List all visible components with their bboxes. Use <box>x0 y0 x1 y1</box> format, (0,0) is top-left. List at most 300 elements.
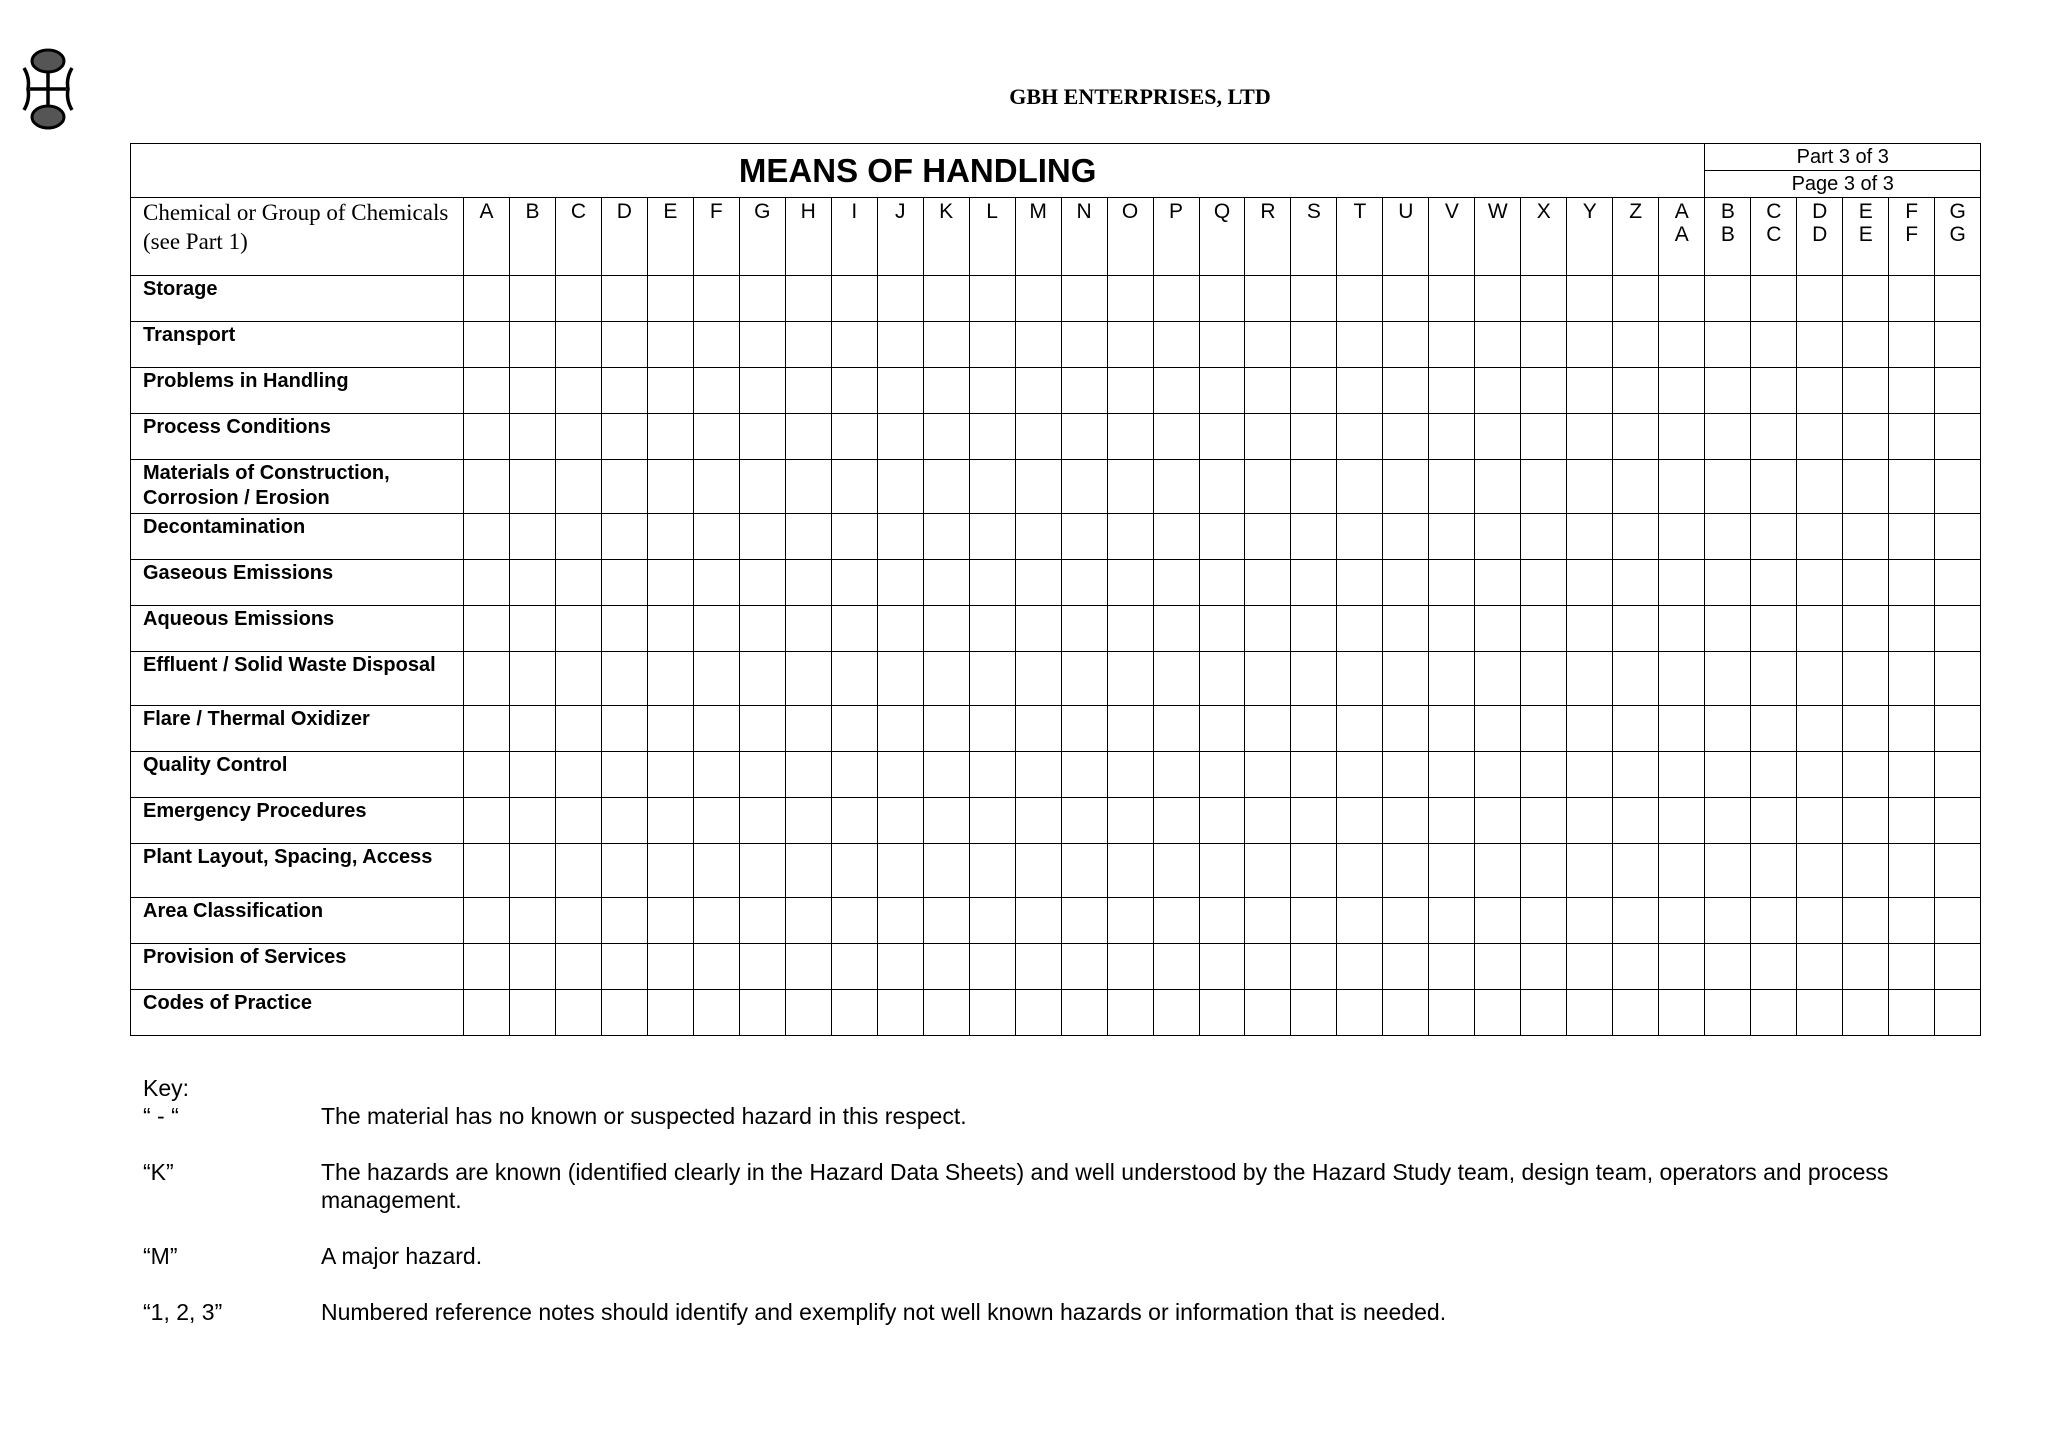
hazard-cell[interactable] <box>555 706 601 752</box>
hazard-cell[interactable] <box>1705 322 1751 368</box>
hazard-cell[interactable] <box>969 844 1015 898</box>
hazard-cell[interactable] <box>1199 798 1245 844</box>
hazard-cell[interactable] <box>1659 460 1705 514</box>
hazard-cell[interactable] <box>1107 652 1153 706</box>
hazard-cell[interactable] <box>1659 844 1705 898</box>
hazard-cell[interactable] <box>1061 706 1107 752</box>
hazard-cell[interactable] <box>464 798 510 844</box>
hazard-cell[interactable] <box>785 560 831 606</box>
hazard-cell[interactable] <box>969 460 1015 514</box>
hazard-cell[interactable] <box>877 276 923 322</box>
hazard-cell[interactable] <box>1061 844 1107 898</box>
hazard-cell[interactable] <box>923 798 969 844</box>
hazard-cell[interactable] <box>1107 414 1153 460</box>
hazard-cell[interactable] <box>1291 606 1337 652</box>
hazard-cell[interactable] <box>785 514 831 560</box>
hazard-cell[interactable] <box>785 706 831 752</box>
hazard-cell[interactable] <box>1751 652 1797 706</box>
hazard-cell[interactable] <box>1521 368 1567 414</box>
hazard-cell[interactable] <box>1521 276 1567 322</box>
hazard-cell[interactable] <box>739 514 785 560</box>
hazard-cell[interactable] <box>1935 368 1981 414</box>
hazard-cell[interactable] <box>1659 322 1705 368</box>
hazard-cell[interactable] <box>1935 414 1981 460</box>
hazard-cell[interactable] <box>785 652 831 706</box>
hazard-cell[interactable] <box>509 898 555 944</box>
hazard-cell[interactable] <box>1475 844 1521 898</box>
hazard-cell[interactable] <box>1107 514 1153 560</box>
hazard-cell[interactable] <box>1659 798 1705 844</box>
hazard-cell[interactable] <box>601 368 647 414</box>
hazard-cell[interactable] <box>969 944 1015 990</box>
hazard-cell[interactable] <box>1245 752 1291 798</box>
hazard-cell[interactable] <box>464 560 510 606</box>
hazard-cell[interactable] <box>1797 944 1843 990</box>
hazard-cell[interactable] <box>1015 414 1061 460</box>
hazard-cell[interactable] <box>1705 414 1751 460</box>
hazard-cell[interactable] <box>601 276 647 322</box>
hazard-cell[interactable] <box>969 560 1015 606</box>
hazard-cell[interactable] <box>1429 560 1475 606</box>
hazard-cell[interactable] <box>693 606 739 652</box>
hazard-cell[interactable] <box>693 460 739 514</box>
hazard-cell[interactable] <box>1383 606 1429 652</box>
hazard-cell[interactable] <box>601 322 647 368</box>
hazard-cell[interactable] <box>877 560 923 606</box>
hazard-cell[interactable] <box>785 798 831 844</box>
hazard-cell[interactable] <box>1935 706 1981 752</box>
hazard-cell[interactable] <box>1659 652 1705 706</box>
hazard-cell[interactable] <box>1751 414 1797 460</box>
hazard-cell[interactable] <box>509 706 555 752</box>
hazard-cell[interactable] <box>601 752 647 798</box>
hazard-cell[interactable] <box>1705 990 1751 1036</box>
hazard-cell[interactable] <box>1015 652 1061 706</box>
hazard-cell[interactable] <box>1797 844 1843 898</box>
hazard-cell[interactable] <box>1705 276 1751 322</box>
hazard-cell[interactable] <box>1199 322 1245 368</box>
hazard-cell[interactable] <box>1843 560 1889 606</box>
hazard-cell[interactable] <box>1521 898 1567 944</box>
hazard-cell[interactable] <box>1889 944 1935 990</box>
hazard-cell[interactable] <box>1797 706 1843 752</box>
hazard-cell[interactable] <box>1889 514 1935 560</box>
hazard-cell[interactable] <box>1107 898 1153 944</box>
hazard-cell[interactable] <box>509 844 555 898</box>
hazard-cell[interactable] <box>1613 990 1659 1036</box>
hazard-cell[interactable] <box>509 276 555 322</box>
hazard-cell[interactable] <box>877 898 923 944</box>
hazard-cell[interactable] <box>1751 944 1797 990</box>
hazard-cell[interactable] <box>1107 322 1153 368</box>
hazard-cell[interactable] <box>1935 844 1981 898</box>
hazard-cell[interactable] <box>647 844 693 898</box>
hazard-cell[interactable] <box>1429 798 1475 844</box>
hazard-cell[interactable] <box>1153 944 1199 990</box>
hazard-cell[interactable] <box>1567 460 1613 514</box>
hazard-cell[interactable] <box>1429 990 1475 1036</box>
hazard-cell[interactable] <box>555 322 601 368</box>
hazard-cell[interactable] <box>1153 322 1199 368</box>
hazard-cell[interactable] <box>555 844 601 898</box>
hazard-cell[interactable] <box>1429 514 1475 560</box>
hazard-cell[interactable] <box>1383 798 1429 844</box>
hazard-cell[interactable] <box>1153 990 1199 1036</box>
hazard-cell[interactable] <box>1751 898 1797 944</box>
hazard-cell[interactable] <box>1567 606 1613 652</box>
hazard-cell[interactable] <box>831 514 877 560</box>
hazard-cell[interactable] <box>1199 414 1245 460</box>
hazard-cell[interactable] <box>1429 752 1475 798</box>
hazard-cell[interactable] <box>693 514 739 560</box>
hazard-cell[interactable] <box>1475 414 1521 460</box>
hazard-cell[interactable] <box>1567 844 1613 898</box>
hazard-cell[interactable] <box>1107 606 1153 652</box>
hazard-cell[interactable] <box>1521 414 1567 460</box>
hazard-cell[interactable] <box>1429 898 1475 944</box>
hazard-cell[interactable] <box>1383 752 1429 798</box>
hazard-cell[interactable] <box>1153 706 1199 752</box>
hazard-cell[interactable] <box>1383 276 1429 322</box>
hazard-cell[interactable] <box>647 560 693 606</box>
hazard-cell[interactable] <box>1705 752 1751 798</box>
hazard-cell[interactable] <box>601 898 647 944</box>
hazard-cell[interactable] <box>1889 652 1935 706</box>
hazard-cell[interactable] <box>1659 752 1705 798</box>
hazard-cell[interactable] <box>1245 898 1291 944</box>
hazard-cell[interactable] <box>1935 514 1981 560</box>
hazard-cell[interactable] <box>1613 514 1659 560</box>
hazard-cell[interactable] <box>1935 460 1981 514</box>
hazard-cell[interactable] <box>785 368 831 414</box>
hazard-cell[interactable] <box>1337 798 1383 844</box>
hazard-cell[interactable] <box>923 898 969 944</box>
hazard-cell[interactable] <box>1015 898 1061 944</box>
hazard-cell[interactable] <box>1291 514 1337 560</box>
hazard-cell[interactable] <box>693 652 739 706</box>
hazard-cell[interactable] <box>1705 944 1751 990</box>
hazard-cell[interactable] <box>1107 844 1153 898</box>
hazard-cell[interactable] <box>739 460 785 514</box>
hazard-cell[interactable] <box>1061 798 1107 844</box>
hazard-cell[interactable] <box>1199 460 1245 514</box>
hazard-cell[interactable] <box>739 706 785 752</box>
hazard-cell[interactable] <box>877 514 923 560</box>
hazard-cell[interactable] <box>464 898 510 944</box>
hazard-cell[interactable] <box>1383 944 1429 990</box>
hazard-cell[interactable] <box>1061 652 1107 706</box>
hazard-cell[interactable] <box>1015 944 1061 990</box>
hazard-cell[interactable] <box>1337 844 1383 898</box>
hazard-cell[interactable] <box>923 368 969 414</box>
hazard-cell[interactable] <box>1199 706 1245 752</box>
hazard-cell[interactable] <box>785 752 831 798</box>
hazard-cell[interactable] <box>1245 414 1291 460</box>
hazard-cell[interactable] <box>1797 652 1843 706</box>
hazard-cell[interactable] <box>1475 276 1521 322</box>
hazard-cell[interactable] <box>969 368 1015 414</box>
hazard-cell[interactable] <box>1935 652 1981 706</box>
hazard-cell[interactable] <box>1567 752 1613 798</box>
hazard-cell[interactable] <box>647 706 693 752</box>
hazard-cell[interactable] <box>509 414 555 460</box>
hazard-cell[interactable] <box>647 460 693 514</box>
hazard-cell[interactable] <box>509 460 555 514</box>
hazard-cell[interactable] <box>509 322 555 368</box>
hazard-cell[interactable] <box>1797 322 1843 368</box>
hazard-cell[interactable] <box>831 460 877 514</box>
hazard-cell[interactable] <box>1889 798 1935 844</box>
hazard-cell[interactable] <box>1705 898 1751 944</box>
hazard-cell[interactable] <box>509 798 555 844</box>
hazard-cell[interactable] <box>1705 368 1751 414</box>
hazard-cell[interactable] <box>1337 276 1383 322</box>
hazard-cell[interactable] <box>601 706 647 752</box>
hazard-cell[interactable] <box>1107 944 1153 990</box>
hazard-cell[interactable] <box>1843 898 1889 944</box>
hazard-cell[interactable] <box>1337 706 1383 752</box>
hazard-cell[interactable] <box>831 798 877 844</box>
hazard-cell[interactable] <box>1797 414 1843 460</box>
hazard-cell[interactable] <box>1751 798 1797 844</box>
hazard-cell[interactable] <box>1935 560 1981 606</box>
hazard-cell[interactable] <box>464 652 510 706</box>
hazard-cell[interactable] <box>831 276 877 322</box>
hazard-cell[interactable] <box>831 322 877 368</box>
hazard-cell[interactable] <box>1337 322 1383 368</box>
hazard-cell[interactable] <box>1383 706 1429 752</box>
hazard-cell[interactable] <box>739 652 785 706</box>
hazard-cell[interactable] <box>1429 276 1475 322</box>
hazard-cell[interactable] <box>1245 944 1291 990</box>
hazard-cell[interactable] <box>877 414 923 460</box>
hazard-cell[interactable] <box>601 844 647 898</box>
hazard-cell[interactable] <box>1843 844 1889 898</box>
hazard-cell[interactable] <box>877 990 923 1036</box>
hazard-cell[interactable] <box>1475 514 1521 560</box>
hazard-cell[interactable] <box>1797 368 1843 414</box>
hazard-cell[interactable] <box>877 706 923 752</box>
hazard-cell[interactable] <box>969 706 1015 752</box>
hazard-cell[interactable] <box>1107 990 1153 1036</box>
hazard-cell[interactable] <box>464 844 510 898</box>
hazard-cell[interactable] <box>1659 606 1705 652</box>
hazard-cell[interactable] <box>1475 460 1521 514</box>
hazard-cell[interactable] <box>509 990 555 1036</box>
hazard-cell[interactable] <box>647 798 693 844</box>
hazard-cell[interactable] <box>831 706 877 752</box>
hazard-cell[interactable] <box>555 560 601 606</box>
hazard-cell[interactable] <box>1291 944 1337 990</box>
hazard-cell[interactable] <box>1751 560 1797 606</box>
hazard-cell[interactable] <box>1843 460 1889 514</box>
hazard-cell[interactable] <box>1613 844 1659 898</box>
hazard-cell[interactable] <box>1061 414 1107 460</box>
hazard-cell[interactable] <box>1521 752 1567 798</box>
hazard-cell[interactable] <box>1199 606 1245 652</box>
hazard-cell[interactable] <box>785 276 831 322</box>
hazard-cell[interactable] <box>969 514 1015 560</box>
hazard-cell[interactable] <box>1659 706 1705 752</box>
hazard-cell[interactable] <box>647 606 693 652</box>
hazard-cell[interactable] <box>1935 322 1981 368</box>
hazard-cell[interactable] <box>1613 606 1659 652</box>
hazard-cell[interactable] <box>1475 752 1521 798</box>
hazard-cell[interactable] <box>693 752 739 798</box>
hazard-cell[interactable] <box>1429 844 1475 898</box>
hazard-cell[interactable] <box>464 944 510 990</box>
hazard-cell[interactable] <box>647 990 693 1036</box>
hazard-cell[interactable] <box>1383 652 1429 706</box>
hazard-cell[interactable] <box>969 798 1015 844</box>
hazard-cell[interactable] <box>693 706 739 752</box>
hazard-cell[interactable] <box>1291 322 1337 368</box>
hazard-cell[interactable] <box>555 514 601 560</box>
hazard-cell[interactable] <box>1153 460 1199 514</box>
hazard-cell[interactable] <box>1153 368 1199 414</box>
hazard-cell[interactable] <box>1751 706 1797 752</box>
hazard-cell[interactable] <box>1567 322 1613 368</box>
hazard-cell[interactable] <box>1429 706 1475 752</box>
hazard-cell[interactable] <box>1153 798 1199 844</box>
hazard-cell[interactable] <box>1751 514 1797 560</box>
hazard-cell[interactable] <box>1705 706 1751 752</box>
hazard-cell[interactable] <box>1567 706 1613 752</box>
hazard-cell[interactable] <box>739 276 785 322</box>
hazard-cell[interactable] <box>1153 844 1199 898</box>
hazard-cell[interactable] <box>1061 898 1107 944</box>
hazard-cell[interactable] <box>601 460 647 514</box>
hazard-cell[interactable] <box>785 990 831 1036</box>
hazard-cell[interactable] <box>1797 898 1843 944</box>
hazard-cell[interactable] <box>1935 606 1981 652</box>
hazard-cell[interactable] <box>1613 322 1659 368</box>
hazard-cell[interactable] <box>1889 414 1935 460</box>
hazard-cell[interactable] <box>831 606 877 652</box>
hazard-cell[interactable] <box>1061 606 1107 652</box>
hazard-cell[interactable] <box>1659 276 1705 322</box>
hazard-cell[interactable] <box>923 460 969 514</box>
hazard-cell[interactable] <box>1061 944 1107 990</box>
hazard-cell[interactable] <box>831 944 877 990</box>
hazard-cell[interactable] <box>1061 560 1107 606</box>
hazard-cell[interactable] <box>1429 368 1475 414</box>
hazard-cell[interactable] <box>1291 368 1337 414</box>
hazard-cell[interactable] <box>1291 706 1337 752</box>
hazard-cell[interactable] <box>1613 652 1659 706</box>
hazard-cell[interactable] <box>1889 844 1935 898</box>
hazard-cell[interactable] <box>601 606 647 652</box>
hazard-cell[interactable] <box>1751 276 1797 322</box>
hazard-cell[interactable] <box>1521 322 1567 368</box>
hazard-cell[interactable] <box>1613 414 1659 460</box>
hazard-cell[interactable] <box>1475 706 1521 752</box>
hazard-cell[interactable] <box>464 460 510 514</box>
hazard-cell[interactable] <box>1061 322 1107 368</box>
hazard-cell[interactable] <box>877 752 923 798</box>
hazard-cell[interactable] <box>877 798 923 844</box>
hazard-cell[interactable] <box>1475 898 1521 944</box>
hazard-cell[interactable] <box>1843 606 1889 652</box>
hazard-cell[interactable] <box>647 414 693 460</box>
hazard-cell[interactable] <box>1429 322 1475 368</box>
hazard-cell[interactable] <box>1751 844 1797 898</box>
hazard-cell[interactable] <box>1153 560 1199 606</box>
hazard-cell[interactable] <box>1199 514 1245 560</box>
hazard-cell[interactable] <box>509 752 555 798</box>
hazard-cell[interactable] <box>647 368 693 414</box>
hazard-cell[interactable] <box>1843 990 1889 1036</box>
hazard-cell[interactable] <box>1843 706 1889 752</box>
hazard-cell[interactable] <box>509 944 555 990</box>
hazard-cell[interactable] <box>555 368 601 414</box>
hazard-cell[interactable] <box>785 606 831 652</box>
hazard-cell[interactable] <box>555 798 601 844</box>
hazard-cell[interactable] <box>1797 798 1843 844</box>
hazard-cell[interactable] <box>1429 414 1475 460</box>
hazard-cell[interactable] <box>1015 560 1061 606</box>
hazard-cell[interactable] <box>1337 560 1383 606</box>
hazard-cell[interactable] <box>1843 276 1889 322</box>
hazard-cell[interactable] <box>1521 990 1567 1036</box>
hazard-cell[interactable] <box>1843 752 1889 798</box>
hazard-cell[interactable] <box>693 276 739 322</box>
hazard-cell[interactable] <box>464 514 510 560</box>
hazard-cell[interactable] <box>1383 368 1429 414</box>
hazard-cell[interactable] <box>923 944 969 990</box>
hazard-cell[interactable] <box>1705 460 1751 514</box>
hazard-cell[interactable] <box>1015 798 1061 844</box>
hazard-cell[interactable] <box>1245 844 1291 898</box>
hazard-cell[interactable] <box>1475 990 1521 1036</box>
hazard-cell[interactable] <box>1061 276 1107 322</box>
hazard-cell[interactable] <box>1889 460 1935 514</box>
hazard-cell[interactable] <box>1567 276 1613 322</box>
hazard-cell[interactable] <box>1015 706 1061 752</box>
hazard-cell[interactable] <box>1751 990 1797 1036</box>
hazard-cell[interactable] <box>1383 898 1429 944</box>
hazard-cell[interactable] <box>969 414 1015 460</box>
hazard-cell[interactable] <box>555 276 601 322</box>
hazard-cell[interactable] <box>1521 652 1567 706</box>
hazard-cell[interactable] <box>1475 322 1521 368</box>
hazard-cell[interactable] <box>647 514 693 560</box>
hazard-cell[interactable] <box>1567 514 1613 560</box>
hazard-cell[interactable] <box>601 652 647 706</box>
hazard-cell[interactable] <box>1659 514 1705 560</box>
hazard-cell[interactable] <box>464 414 510 460</box>
hazard-cell[interactable] <box>1245 322 1291 368</box>
hazard-cell[interactable] <box>831 368 877 414</box>
hazard-cell[interactable] <box>1797 560 1843 606</box>
hazard-cell[interactable] <box>555 944 601 990</box>
hazard-cell[interactable] <box>1889 322 1935 368</box>
hazard-cell[interactable] <box>1107 460 1153 514</box>
hazard-cell[interactable] <box>1199 652 1245 706</box>
hazard-cell[interactable] <box>1567 990 1613 1036</box>
hazard-cell[interactable] <box>1705 798 1751 844</box>
hazard-cell[interactable] <box>1935 898 1981 944</box>
hazard-cell[interactable] <box>693 944 739 990</box>
hazard-cell[interactable] <box>1521 560 1567 606</box>
hazard-cell[interactable] <box>1843 944 1889 990</box>
hazard-cell[interactable] <box>1337 414 1383 460</box>
hazard-cell[interactable] <box>1705 514 1751 560</box>
hazard-cell[interactable] <box>923 752 969 798</box>
hazard-cell[interactable] <box>969 276 1015 322</box>
hazard-cell[interactable] <box>1797 276 1843 322</box>
hazard-cell[interactable] <box>1291 798 1337 844</box>
